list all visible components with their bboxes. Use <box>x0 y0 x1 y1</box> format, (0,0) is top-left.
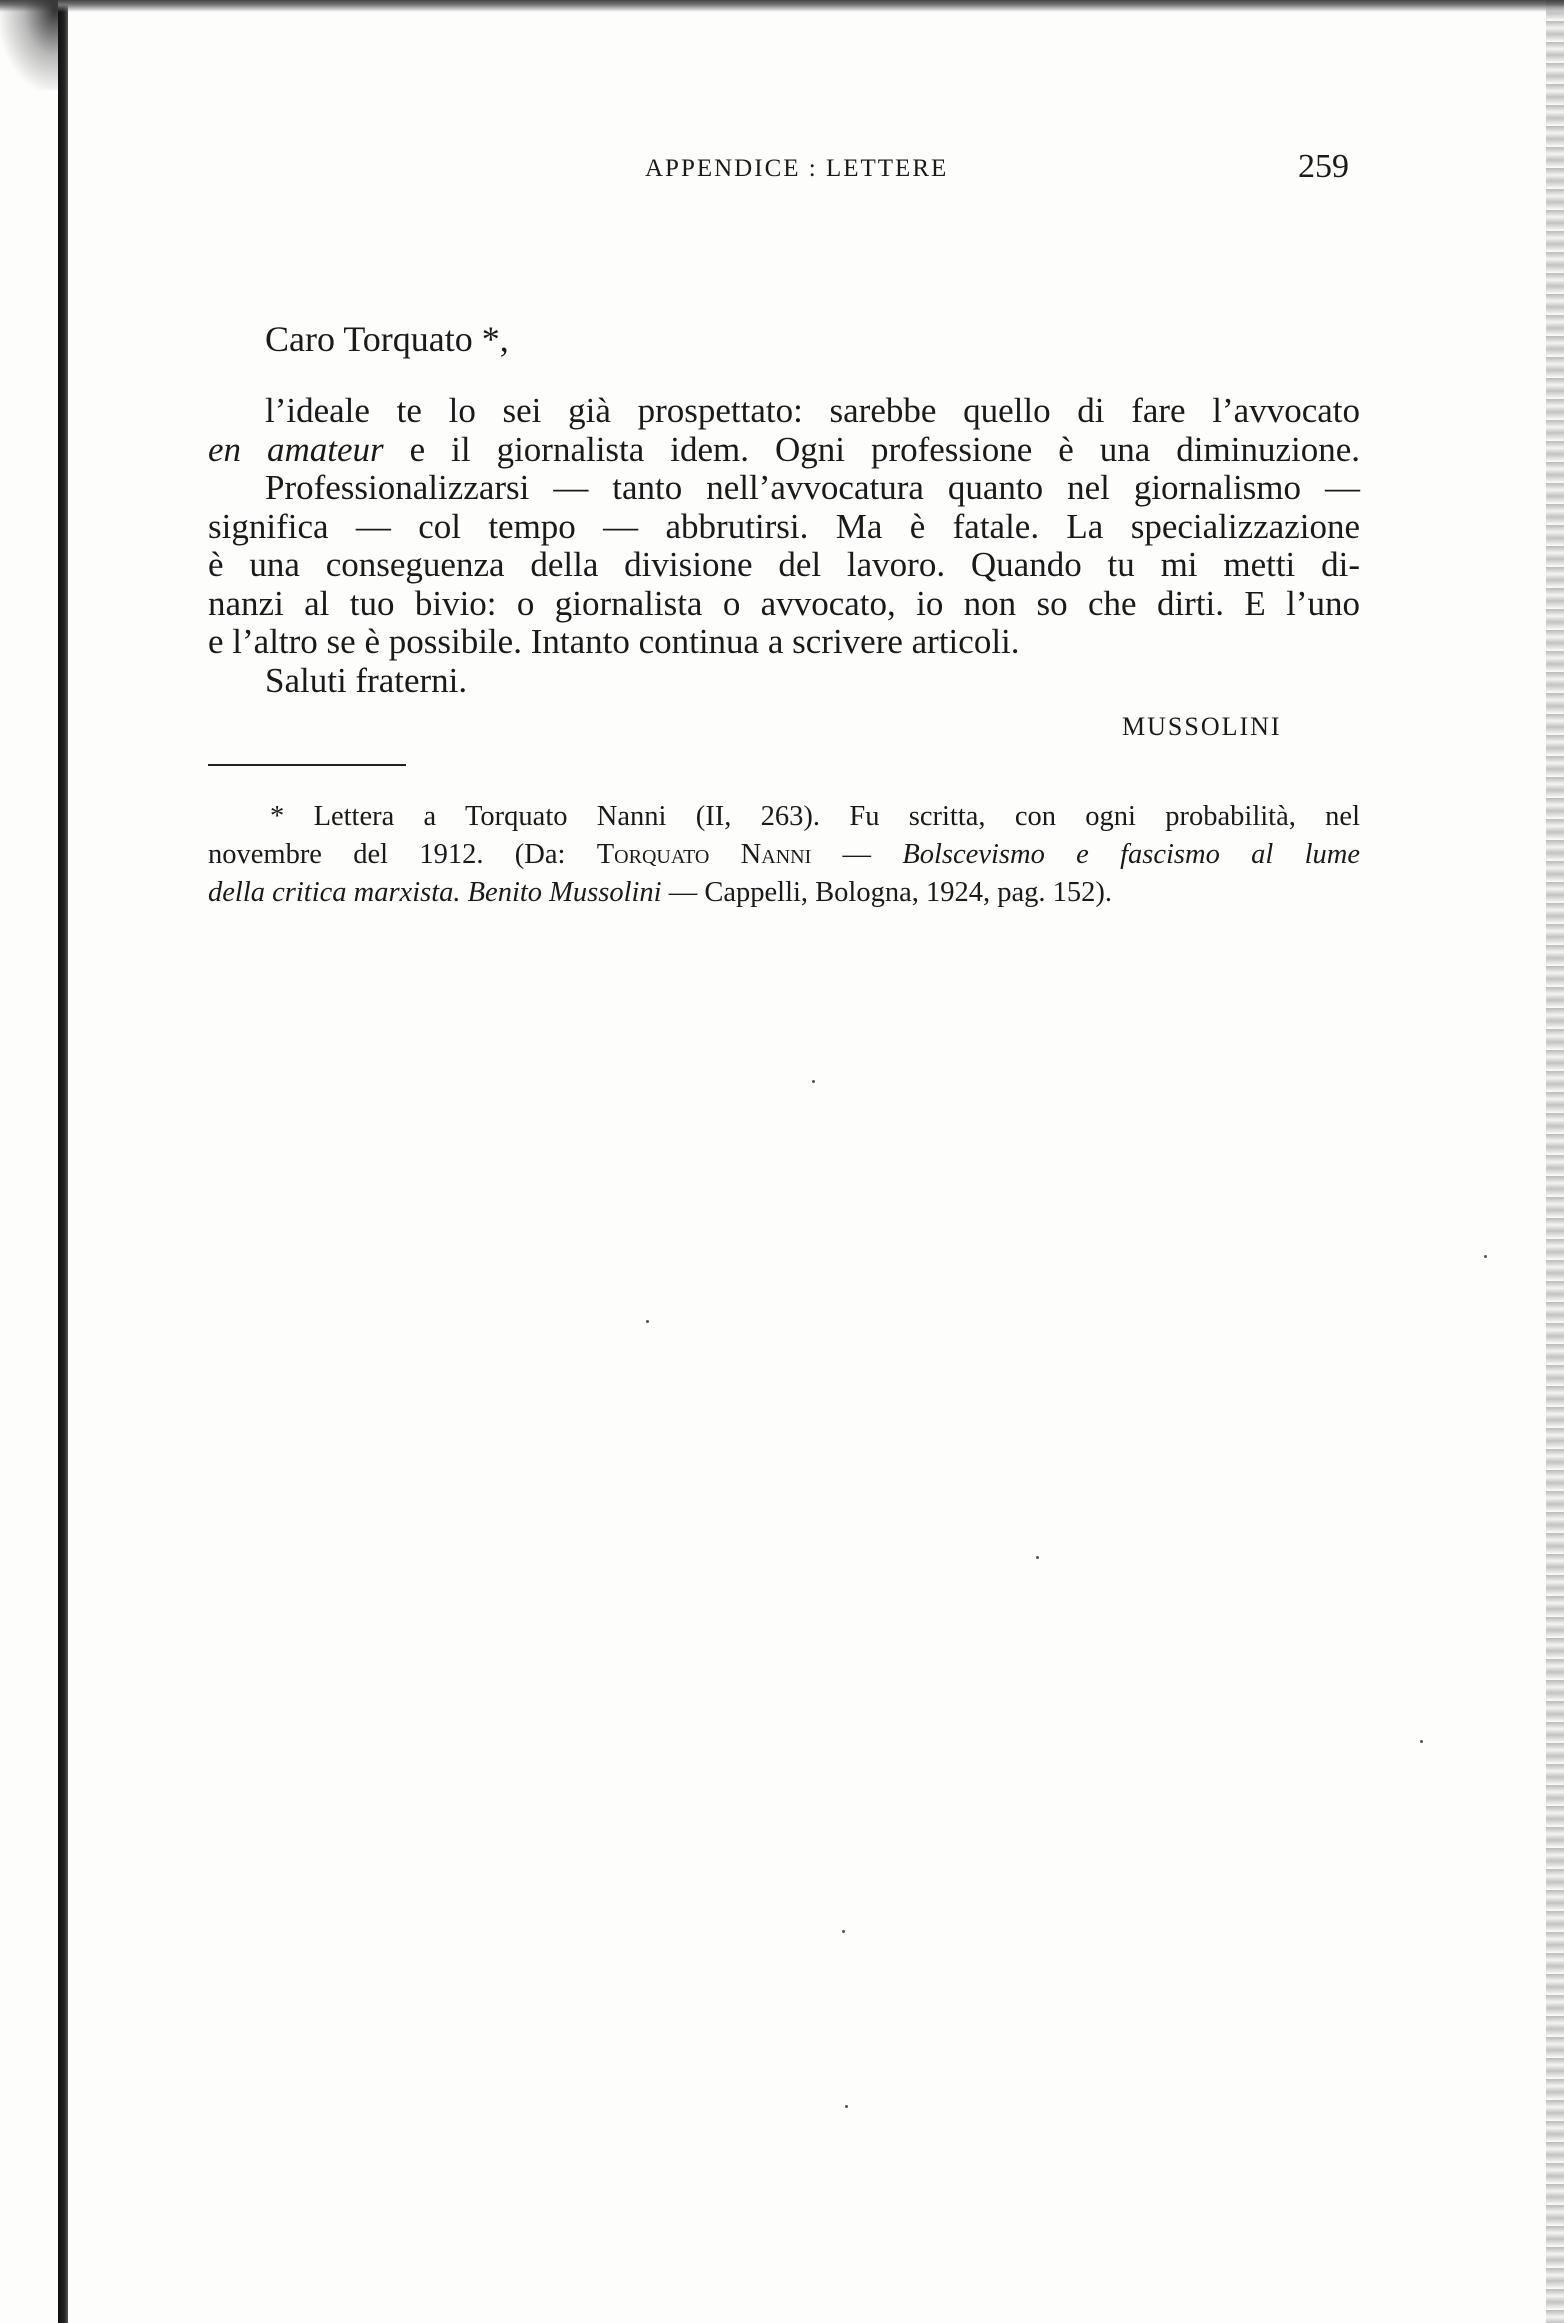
scan-speck <box>1484 1255 1487 1258</box>
scan-speck <box>845 2105 848 2108</box>
text-run: significa — col tempo — abbrutirsi. Ma è fatale. La specializzazione <box>208 506 1360 546</box>
text-run: è una conseguenza della divisione del lavoro. Quando tu mi metti di- <box>208 545 1360 584</box>
right-scan-edge <box>1546 0 1564 2323</box>
scan-speck <box>842 1930 845 1933</box>
text-run: Professionalizzarsi — tanto nell’avvocatura quanto nel giornalismo — <box>265 468 1360 507</box>
text-run: — Cappelli, Bologna, 1924, pag. 152). <box>661 877 1112 908</box>
letter-line <box>208 585 1360 624</box>
footnote-divider <box>208 764 406 766</box>
signature: MUSSOLINI <box>1122 712 1282 741</box>
text-run: l’ideale te lo sei già prospettato: sarebbe quello di fare l’avvocato <box>265 391 1360 430</box>
spine-shadow <box>0 0 58 90</box>
letter-line <box>208 392 1360 431</box>
text-run: e l’altro se è possibile. Intanto continua a scrivere articoli. <box>208 622 1020 661</box>
italic-text: della critica marxista. Benito Mussolini <box>208 877 662 908</box>
text-run: * Lettera a Torquato Nanni (II, 263). Fu scritta, con ogni probabilità, nel <box>270 801 1360 832</box>
text-run: — <box>811 839 903 870</box>
scan-speck <box>646 1320 649 1323</box>
letter-line <box>208 431 1360 470</box>
text-run: e il giornalista idem. Ogni professione è una diminuzione. <box>383 429 1360 469</box>
running-head: APPENDICE : LETTERE <box>645 155 949 182</box>
footnote-line <box>208 836 1360 874</box>
scan-speck <box>1036 1556 1039 1559</box>
letter-line <box>208 623 1360 662</box>
letter-body <box>208 392 1360 700</box>
scan-speck <box>812 1080 815 1083</box>
footnote-line <box>208 798 1360 836</box>
top-scan-edge <box>0 0 1564 12</box>
page-number: 259 <box>1298 148 1349 185</box>
letter-line <box>208 469 1360 508</box>
letter-line <box>208 546 1360 585</box>
small-caps-text: Torquato Nanni <box>596 839 812 870</box>
italic-text: Bolscevismo e fascismo al lume <box>902 839 1360 870</box>
letter-line <box>208 662 1360 701</box>
footnote <box>208 798 1360 912</box>
scan-speck <box>1420 1740 1423 1743</box>
footnote-line <box>208 874 1360 912</box>
letter-salutation: Caro Torquato *, <box>265 319 509 359</box>
letter-line <box>208 508 1360 547</box>
binding-edge <box>58 0 68 2323</box>
text-run: nanzi al tuo bivio: o giornalista o avvocato, io non so che dirti. E l’uno <box>208 583 1360 623</box>
italic-text: en amateur <box>208 429 384 469</box>
text-run: novembre del 1912. (Da: <box>208 839 597 870</box>
text-run: Saluti fraterni. <box>265 660 468 700</box>
